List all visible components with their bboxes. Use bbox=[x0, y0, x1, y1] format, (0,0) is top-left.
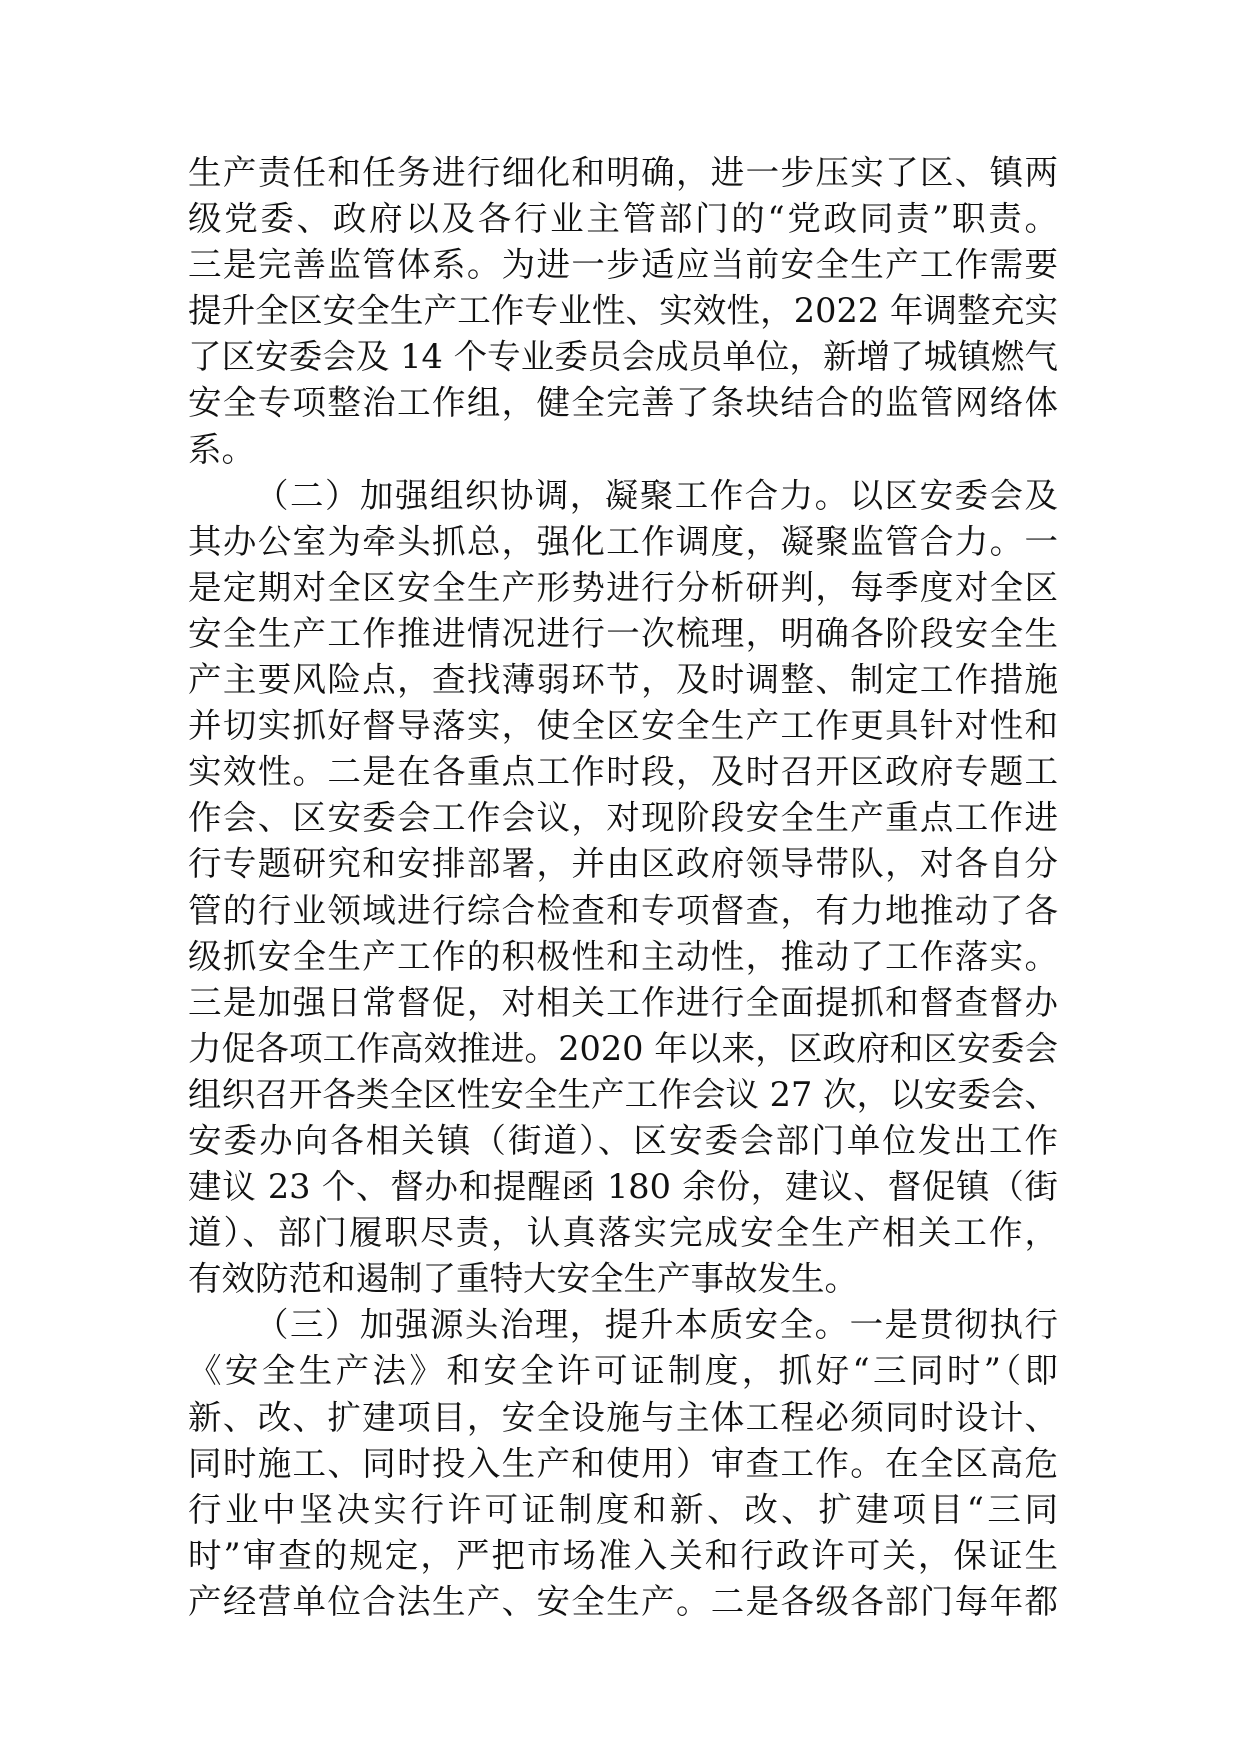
text-line: 三是完善监管体系。为进一步适应当前安全生产工作需要 bbox=[188, 245, 1058, 285]
text-line: 行业中坚决实行许可证制度和新、改、扩建项目“三同 bbox=[188, 1489, 1058, 1529]
text-line: 产主要风险点，查找薄弱环节，及时调整、制定工作措施 bbox=[188, 660, 1058, 700]
text-line: 产经营单位合法生产、安全生产。二是各级各部门每年都 bbox=[188, 1581, 1058, 1621]
text-line: 安全生产工作推进情况进行一次梳理，明确各阶段安全生 bbox=[188, 613, 1058, 653]
text-line: 提升全区安全生产工作专业性、实效性，2022 年调整充实 bbox=[188, 291, 1058, 331]
text-line: 有效防范和遏制了重特大安全生产事故发生。 bbox=[188, 1259, 858, 1299]
text-line: 行专题研究和安排部署，并由区政府领导带队，对各自分 bbox=[188, 844, 1058, 884]
text-line: 建议 23 个、督办和提醒函 180 余份，建议、督促镇（街 bbox=[188, 1167, 1058, 1207]
text-line: 力促各项工作高效推进。2020 年以来，区政府和区安委会 bbox=[188, 1028, 1058, 1068]
paragraph-first-line: （二）加强组织协调，凝聚工作合力。以区安委会及 bbox=[255, 475, 1058, 515]
text-line: 组织召开各类全区性安全生产工作会议 27 次，以安委会、 bbox=[188, 1074, 1058, 1114]
text-line: 道）、部门履职尽责，认真落实完成安全生产相关工作， bbox=[188, 1213, 1058, 1253]
text-line: 《安全生产法》和安全许可证制度，抓好“三同时”（即 bbox=[188, 1351, 1058, 1391]
text-line: 并切实抓好督导落实，使全区安全生产工作更具针对性和 bbox=[188, 706, 1058, 746]
text-line: 是定期对全区安全生产形势进行分析研判，每季度对全区 bbox=[188, 567, 1058, 607]
text-line: 管的行业领域进行综合检查和专项督查，有力地推动了各 bbox=[188, 890, 1058, 930]
paragraph-first-line: （三）加强源头治理，提升本质安全。一是贯彻执行 bbox=[255, 1305, 1058, 1345]
text-line: 新、改、扩建项目，安全设施与主体工程必须同时设计、 bbox=[188, 1397, 1058, 1437]
text-line: 系。 bbox=[188, 429, 255, 469]
text-line: 三是加强日常督促，对相关工作进行全面提抓和督查督办 bbox=[188, 982, 1058, 1022]
text-line: 了区安委会及 14 个专业委员会成员单位，新增了城镇燃气 bbox=[188, 337, 1058, 377]
text-line: 安委办向各相关镇（街道）、区安委会部门单位发出工作 bbox=[188, 1120, 1058, 1160]
text-line: 生产责任和任务进行细化和明确，进一步压实了区、镇两 bbox=[188, 153, 1058, 192]
text-line: 级党委、政府以及各行业主管部门的“党政同责”职责。 bbox=[188, 199, 1058, 239]
text-line: 其办公室为牵头抓总，强化工作调度，凝聚监管合力。一 bbox=[188, 521, 1058, 561]
text-line: 作会、区安委会工作会议，对现阶段安全生产重点工作进 bbox=[188, 798, 1058, 838]
text-line: 安全专项整治工作组，健全完善了条块结合的监管网络体 bbox=[188, 383, 1058, 423]
text-line: 时”审查的规定，严把市场准入关和行政许可关，保证生 bbox=[188, 1535, 1058, 1575]
body-text bbox=[188, 150, 1058, 1625]
text-line: 同时施工、同时投入生产和使用）审查工作。在全区高危 bbox=[188, 1443, 1058, 1483]
text-line: 级抓安全生产工作的积极性和主动性，推动了工作落实。 bbox=[188, 936, 1058, 976]
text-line: 实效性。二是在各重点工作时段，及时召开区政府专题工 bbox=[188, 752, 1058, 792]
